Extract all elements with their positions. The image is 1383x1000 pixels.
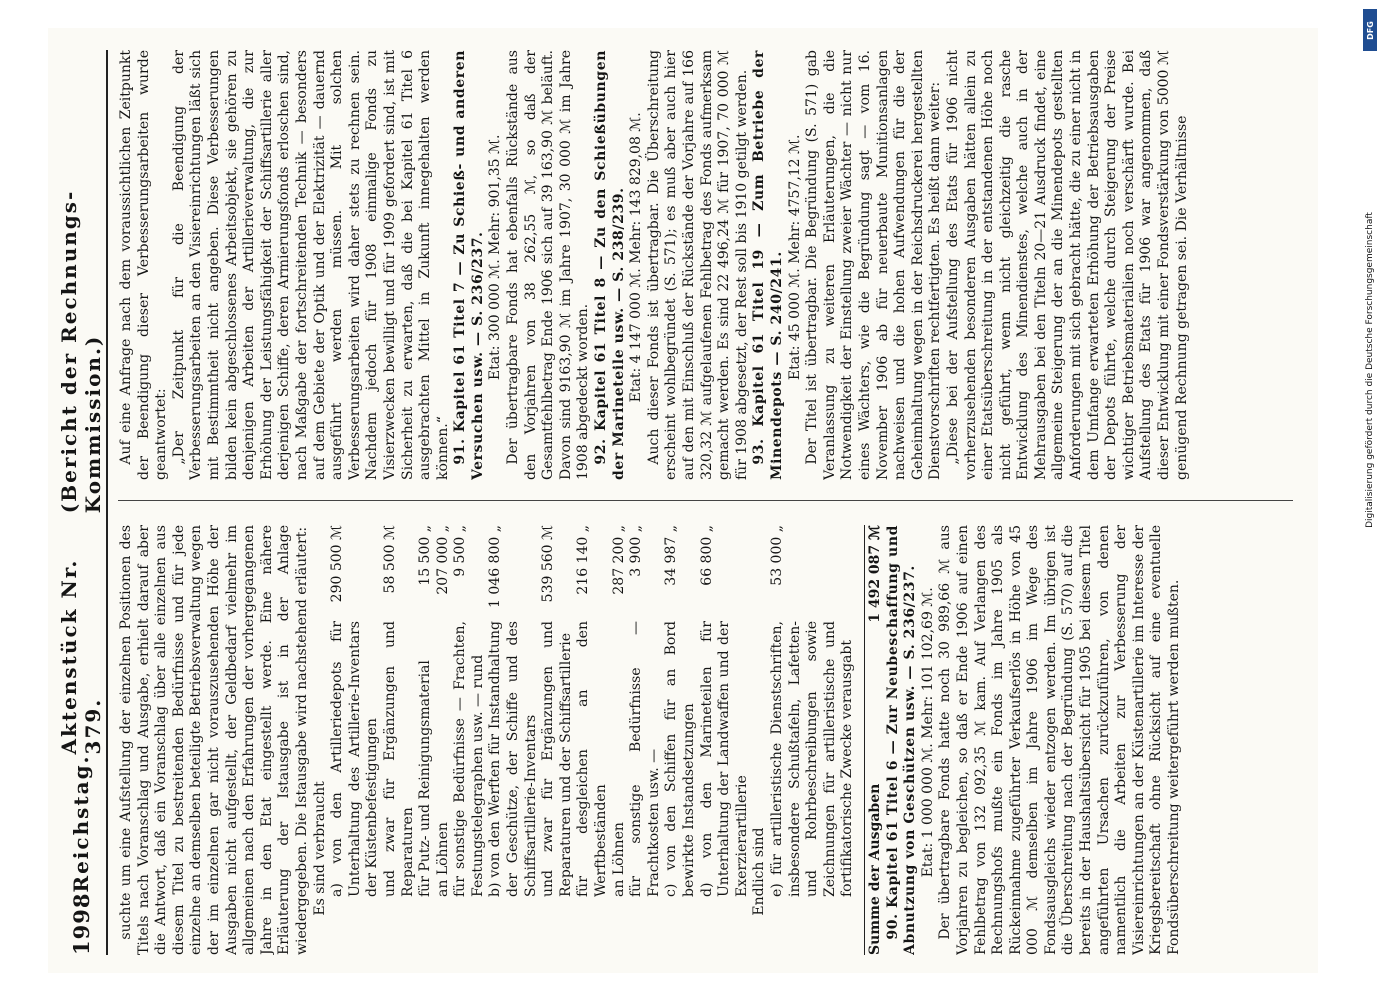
item-93-budget: Etat: 45 000 ℳ. Mehr: 4757,12 ℳ. — [786, 134, 803, 381]
column-divider — [118, 500, 1293, 501]
expense-b-sub2-value: 216 140 „ — [575, 525, 592, 595]
item-90-heading: 90. Kapitel 61 Titel 6 — Zur Neubeschaffung und Abnutzung von Geschützen usw. — S. 236/237. — [884, 525, 919, 955]
expense-c-text: c) von den Schiffen für an Bord bewirkte Instandsetzungen — [663, 621, 697, 897]
expense-a-sub3-text: an Löhnen — [434, 822, 451, 897]
expense-a-sub4-value: 9 500 „ — [452, 525, 469, 577]
expense-c-total: 34 987 „ — [663, 525, 680, 586]
expense-d-total: 66 800 „ — [698, 525, 715, 586]
digitization-credit — [1363, 60, 1377, 680]
expense-b-total: 1 046 800 „ — [487, 525, 504, 608]
expense-a-sub2-value: 15 500 „ — [417, 525, 434, 586]
expense-b-sub4-text: für sonstige Bedürfnisse — Frachtkosten usw. — — [628, 621, 662, 897]
item-91-budget: Etat: 300 000 ℳ. Mehr: 901,35 ℳ. — [487, 134, 504, 381]
dfg-logo-text: DFG — [1365, 20, 1375, 40]
expenses-sum — [864, 525, 885, 955]
expense-a-row — [329, 525, 382, 955]
expense-e-row — [769, 525, 857, 955]
expense-a-sub3 — [435, 525, 453, 955]
header-left: Reichstag. — [69, 754, 93, 893]
item-92-heading: 92. Kapitel 61 Titel 8 — Zu den Schießübungen der Marineteile usw. — S. 238/239. — [593, 50, 627, 480]
page-header — [57, 50, 105, 955]
sum-value: 1 492 087 ℳ — [866, 525, 883, 623]
sum-label: Summe der Ausgaben — [866, 783, 883, 955]
item-93-heading: 93. Kapitel 61 Titel 19 — Zum Betriebe der Minendepots — S. 240/241. — [751, 50, 785, 480]
expense-b-sub3-text: an Löhnen — [610, 822, 627, 897]
digitization-credit-text: Digitalisierung gefördert durch die Deutsche Forschungsgemeinschaft — [1365, 212, 1376, 528]
spent-label: Es sind verbraucht — [311, 781, 328, 916]
expense-a-sub2 — [417, 525, 435, 955]
header-right: (Bericht der Rechnungs-Kommission.) — [57, 189, 105, 514]
expense-b-sub2 — [575, 525, 610, 955]
left-column — [118, 525, 1298, 955]
expense-a-sub3-value: 207 000 „ — [434, 525, 451, 595]
header-rule — [106, 50, 108, 955]
expense-b-sub4-value: 3 900 „ — [628, 525, 645, 577]
item-90-budget: Etat: 1 000 000 ℳ. Mehr: 101 102,69 ℳ. — [919, 587, 936, 878]
scanned-page — [48, 28, 1318, 973]
expense-d-row — [699, 525, 752, 955]
intro-paragraph: suchte um eine Aufstellung der einzelnen Positionen des Titels nach Voranschlag und Ausgabe, erhielt darauf aber die Antwort, daß ein Voranschlag über alle einzelnen aus diesem Titel zu bestreitenden Bedürfnisse und für jede einzelne an demselben beteiligte Betriebsverwaltung wegen der im einzelnen gar nicht vorauszusehenden Höhe der Ausgaben nicht aufgestellt, der Geldbedarf vielmehr im allgemeinen nach den Erfahrungen der vorhergegangenen Jahre in den Etat eingestellt werde. Eine nähere Erläuterung der Istausgabe ist in der Anlage wiedergegeben. Die Istausgabe wird nachstehend erläutert: — [118, 525, 310, 955]
expense-b-row — [487, 525, 540, 955]
expense-b-sub3-value: 287 200 „ — [610, 525, 627, 595]
expense-b-text: b) von den Werften für Instandhaltung der Geschütze, der Schiffe und des Schiffsartillerie-Inventars — [487, 621, 539, 897]
expense-a-sub4-text: für sonstige Bedürfnisse — Frachten, Festungstelegraphen usw. — rund — [452, 621, 486, 897]
expense-a-sub1-text: und zwar für Ergänzungen und Reparaturen — [381, 621, 416, 897]
expense-b-sub2-text: für desgleichen an den Werftbeständen — [575, 621, 610, 897]
item-90-text: Der übertragbare Fonds hatte noch 30 989,66 ℳ aus Vorjahren zu begleichen, so daß er Ende 1906 auf einen Fehlbetrag von 132 092,35 ℳ kam. Auf Verlangen des Rechnungshofs mußte ein Fonds im Jahre 1905 als Rückeinnahme zugeführter Verkaufserlös in Höhe von 45 000 ℳ demselben im Jahre 1906 im Wege des Fondsausgleichs wieder entzogen werden. Im übrigen ist die Überschreitung nach der Begründung (S. 570) auf die bereits in der Haushaltsübersicht für 1905 bei diesem Titel angeführten Ursachen zurückzuführen, von denen namentlich die Arbeiten zur Verbesserung der Visiereinrichtungen an der Küstenartillerie im Interesse der Kriegsbereitschaft ohne Rücksicht auf eine eventuelle Fondsüberschreitung weitergeführt werden mußten. — [937, 525, 1183, 955]
expense-a-sub1-value: 58 500 ℳ — [381, 525, 398, 594]
expense-a-sub1 — [382, 525, 417, 955]
expense-b-sub1-text: und zwar für Ergänzungen und Reparaturen und der Schiffsartillerie — [540, 621, 574, 897]
expense-a-text: a) von den Artilleriedepots für Unterhaltung des Artillerie-Inventars der Küstenbefestigungen — [329, 621, 381, 897]
header-center: Aktenstück Nr. 379. — [57, 558, 105, 755]
expense-d-text: d) von den Marineteilen für Unterhaltung der Landwaffen und der Exerzierartillerie — [698, 621, 750, 897]
item-92-text: Auch dieser Fonds ist übertragbar. Die Überschreitung erscheint wohlbegründet (S. 571); es muß aber auch hier auf den mit Einschluß der Rückstände der Vorjahre auf 166 320,32 ℳ aufgelaufenen Fehlbetrag des Fonds aufmerksam gemacht werden. Es sind 22 496,24 ℳ für 1907, 70 000 ℳ für 1908 abgesetzt, der Rest soll bis 1910 getilgt werden. — [645, 50, 750, 480]
expense-a-total: 290 500 ℳ — [329, 525, 346, 603]
expense-b-sub1-value: 539 560 ℳ — [540, 525, 557, 603]
expense-a-sub4 — [452, 525, 487, 955]
expense-c-row — [663, 525, 698, 955]
item-91-heading: 91. Kapitel 61 Titel 7 — Zu Schieß- und anderen Versuchen usw. — S. 236/237. — [452, 50, 486, 480]
item-91-text: Der übertragbare Fonds hat ebenfalls Rückstände aus den Vorjahren von 38 262,55 ℳ, so daß der Gesamtfehlbetrag Ende 1906 sich auf 39 163,90 ℳ beläuft. Davon sind 9163,90 ℳ im Jahre 1907, 30 000 ℳ im Jahre 1908 abgedeckt worden. — [505, 50, 592, 480]
expense-a-sub2-text: für Putz- und Reinigungsmaterial — [417, 660, 434, 897]
right-paragraph-1: Auf eine Anfrage nach dem voraussichtlichen Zeitpunkt der Beendigung dieser Verbesserungsarbeiten wurde geantwortet: — [118, 50, 170, 480]
expense-e-lead: Endlich sind — [751, 827, 768, 916]
expense-e-total: 53 000 „ — [768, 525, 785, 586]
right-quote-1: „Der Zeitpunkt für die Beendigung der Verbesserungsarbeiten an den Visiereinrichtungen läßt sich mit Bestimmtheit nicht angeben. Diese Verbesserungen bilden kein abgeschlossenes Arbeitsobjekt, sie gehören zu denjenigen Arbeiten der Artillerieverwaltung, die zur Erhöhung der Leistungsfähigkeit der Schiffsartillerie aller derjenigen Schiffe, deren Armierungsfonds erloschen sind, nach Maßgabe der fortschreitenden Technik — besonders auf dem Gebiete der Optik und der Elektrizität — dauernd ausgeführt werden müssen. Mit solchen Verbesserungsarbeiten wird daher stets zu rechnen sein. Nachdem jedoch für 1908 einmalige Fonds zu Visierzwecken bewilligt und für 1909 gefordert sind, ist mit Sicherheit zu erwarten, daß die bei Kapitel 61 Titel 6 ausgebrachten Mittel in Zukunft innegehalten werden können.“ — [170, 50, 451, 480]
dfg-logo — [1363, 9, 1377, 51]
page-number: 1998 — [68, 892, 94, 955]
item-93-text: Der Titel ist übertragbar. Die Begründung (S. 571) gab Veranlassung zu weiteren Erläuterungen, die die Notwendigkeit der Einstellung zweier Wächter — nicht nur eines Wächters, wie die Begründung sagt — vom 16. November 1906 ab für neuerbaute Munitionsanlagen nachweisen und die hohen Aufwendungen für die der Geheimhaltung wegen in der Reichsdruckerei hergestellten Dienstvorschriften rechtfertigten. Es heißt dann weiter: — [804, 50, 944, 480]
item-92-budget: Etat: 4 147 000 ℳ. Mehr: 143 829,08 ℳ. — [628, 112, 645, 403]
expense-b-sub4 — [628, 525, 663, 955]
item-93-quote: „Diese bei der Aufstellung des Etats für 1906 nicht vorherzusehenden besonderen Ausgaben hätten allein zu einer Etatsüberschreitung in der entstandenen Höhe noch nicht geführt, wenn nicht gleichzeitig die rasche Entwicklung des Minendienstes, welche auch in der Mehrausgaben bei den Titeln 20—21 Ausdruck findet, eine allgemeine Steigerung der an die Minendepots gestellten Anforderungen mit sich gebracht hätte, die zu einer nicht in dem Umfange erwarteten Erhöhung der Betriebsausgaben der Depots führte, welche durch Steigerung der Preise wichtiger Betriebsmaterialien noch verschärft wurde. Bei Aufstellung des Etats für 1906 war angenommen, daß dieser Entwicklung mit einer Fondsverstärkung von 5000 ℳ genügend Rechnung getragen sei. Die Verhältnisse — [944, 50, 1190, 480]
expense-b-sub1 — [540, 525, 575, 955]
expense-b-sub3 — [611, 525, 629, 955]
expense-e-text: e) für artilleristische Dienstschriften, insbesondere Schußtafeln, Lafetten- und Rohrbeschreibungen sowie Zeichnungen für artilleristische und fortifikatorische Zwecke verausgabt — [768, 621, 856, 897]
right-column — [118, 50, 1298, 480]
rotated-page-content — [48, 28, 1318, 973]
